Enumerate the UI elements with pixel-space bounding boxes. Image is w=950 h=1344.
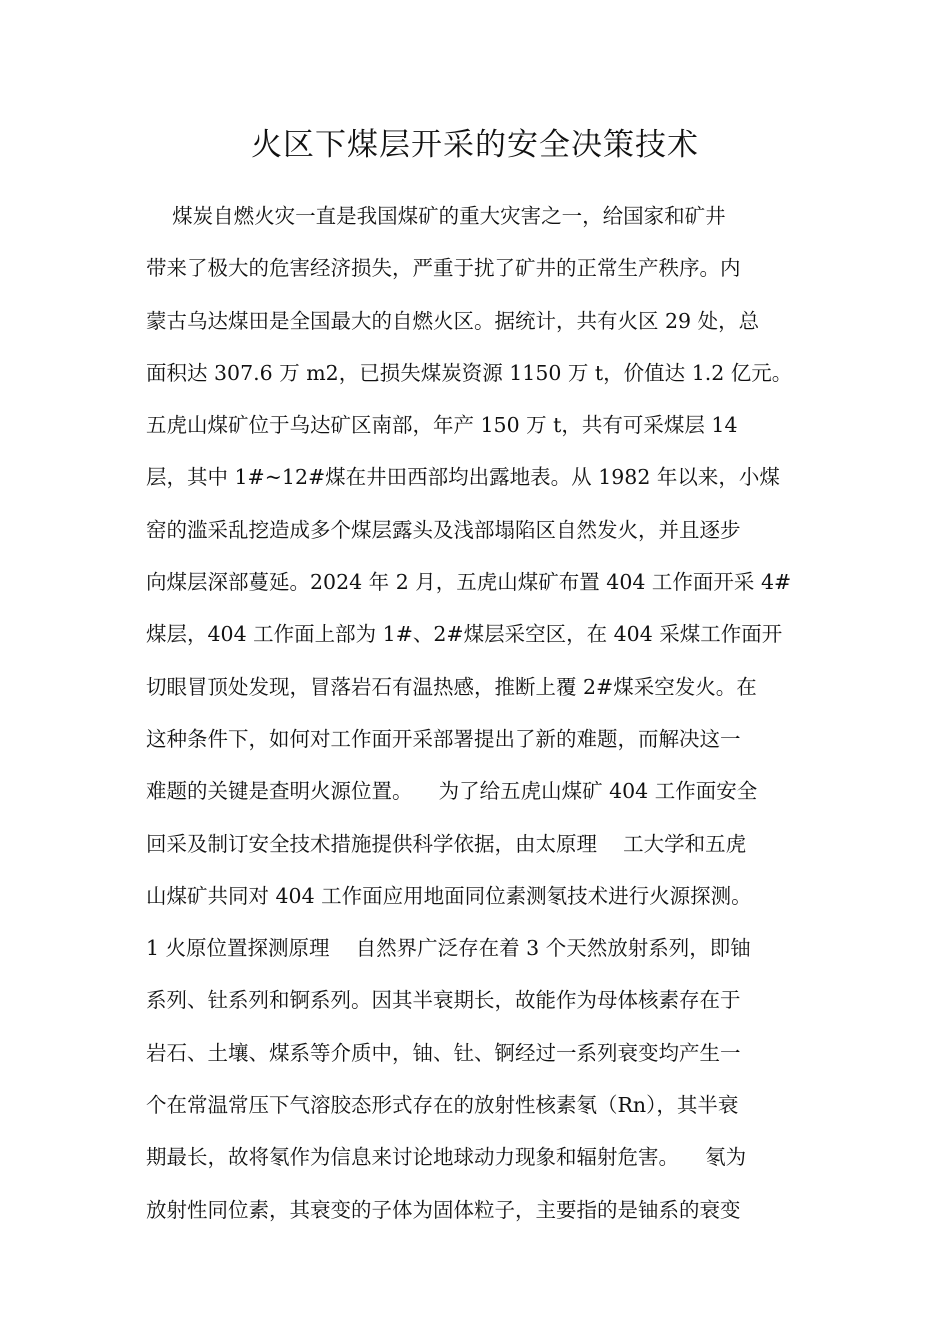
body-line: 五虎山煤矿位于乌达矿区南部，年产 150 万 t，共有可采煤层 14 xyxy=(146,413,738,438)
body-line: 难题的关键是查明火源位置。 为了给五虎山煤矿 404 工作面安全 xyxy=(146,779,758,804)
body-line: 窑的滥采乱挖造成多个煤层露头及浅部塌陷区自然发火，并且逐步 xyxy=(146,517,741,542)
body-line: 1 火原位置探测原理 自然界广泛存在着 3 个天然放射系列，即铀 xyxy=(146,936,751,961)
body-line: 带来了极大的危害经济损失，严重于扰了矿井的正常生产秩序。内 xyxy=(146,256,741,281)
body-line: 面积达 307.6 万 m2，已损失煤炭资源 1150 万 t，价值达 1.2 亿元。 xyxy=(146,360,793,385)
body-line: 放射性同位素，其衰变的子体为固体粒子，主要指的是铀系的衰变 xyxy=(146,1197,741,1222)
body-line: 系列、钍系列和锕系列。因其半衰期长，故能作为母体核素存在于 xyxy=(146,988,741,1013)
body-line: 向煤层深部蔓延。2024 年 2 月，五虎山煤矿布置 404 工作面开采 4# xyxy=(146,570,792,595)
body-line: 岩石、土壤、煤系等介质中，铀、钍、锕经过一系列衰变均产生一 xyxy=(146,1040,741,1065)
body-line: 期最长，故将氡作为信息来讨论地球动力现象和辐射危害。 氡为 xyxy=(146,1145,747,1170)
body-line: 这种条件下，如何对工作面开采部署提出了新的难题，而解决这一 xyxy=(146,726,741,751)
document-body xyxy=(146,190,806,1236)
body-line: 煤炭自燃火灾一直是我国煤矿的重大灾害之一，给国家和矿井 xyxy=(146,204,726,228)
body-line: 山煤矿共同对 404 工作面应用地面同位素测氡技术进行火源探测。 xyxy=(146,883,752,908)
body-line: 蒙古乌达煤田是全国最大的自燃火区。据统计，共有火区 29 处，总 xyxy=(146,308,760,333)
body-line: 切眼冒顶处发现，冒落岩石有温热感，推断上覆 2#煤采空发火。在 xyxy=(146,674,757,699)
body-line: 个在常温常压下气溶胶态形式存在的放射性核素氡（Rn），其半衰 xyxy=(146,1093,739,1118)
document-title: 火区下煤层开采的安全决策技术 xyxy=(251,127,699,163)
body-line: 层，其中 1#~12#煤在井田西部均出露地表。从 1982 年以来，小煤 xyxy=(146,465,780,490)
body-line: 回采及制订安全技术措施提供科学依据，由太原理 工大学和五虎 xyxy=(146,831,747,856)
body-line: 煤层，404 工作面上部为 1#、2#煤层采空区，在 404 采煤工作面开 xyxy=(146,622,783,647)
